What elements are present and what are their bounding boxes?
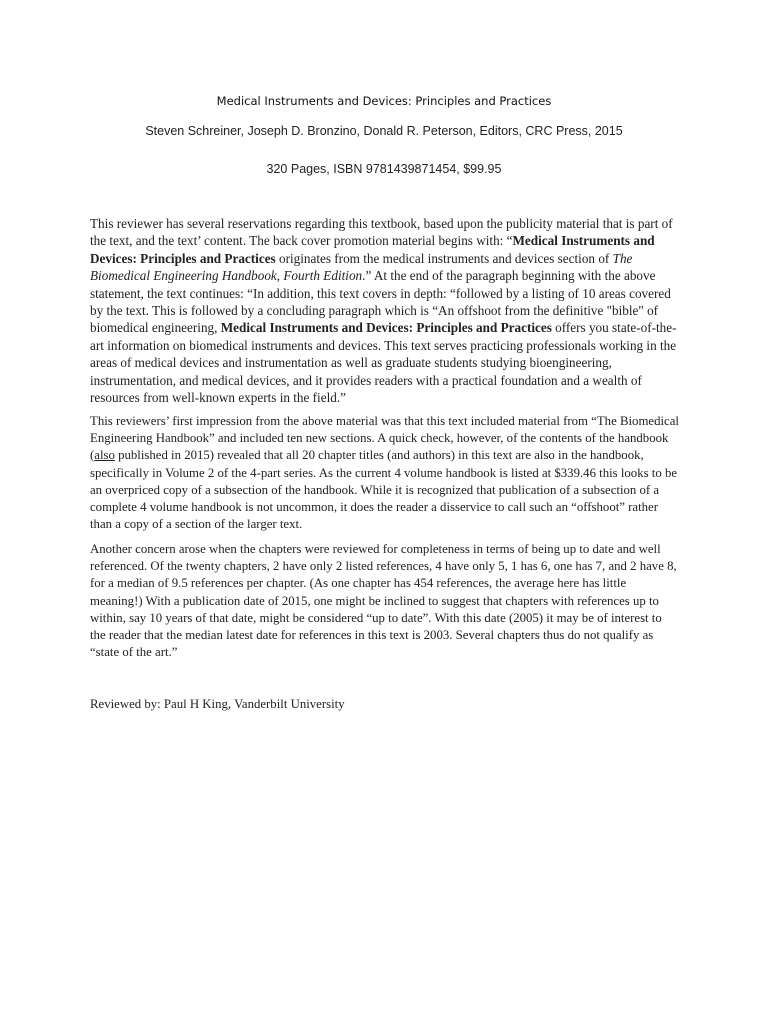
book-title-bold: Medical Instruments and Devices: Principles and Practices <box>220 320 552 336</box>
paragraph-text: This reviewers’ first impression from the above material was that this text included material from “The Biomedical Engineering Handbook” and included ten new sections. A quick check, however, of the contents of the handbook ( <box>90 414 679 463</box>
paragraph-text: offers you state-of-the-art information on biomedical instruments and devices. This text serves practicing professionals working in the areas of medical devices and instrumentation as well as graduate students studying bioengineering, instrumentation, and medical devices, and it provides readers with a practical foundation and a wealth of resources from well-known experts in the field.” <box>90 320 677 406</box>
review-paragraph-2 <box>90 413 680 533</box>
paragraph-text: This reviewer has several reservations regarding this textbook, based upon the publicity material that is part of the text, and the text’ content. The back cover promotion material begins with: “ <box>90 216 673 249</box>
paragraph-text: published in 2015) revealed that all 20 chapter titles (and authors) in this text are also in the handbook, specifically in Volume 2 of the 4-part series. As the current 4 volume handbook is listed at $339.46 this looks to be an overpriced copy of a subsection of the handbook. While it is recognized that publication of a subsection of a complete 4 volume handbook is not uncommon, it does the reader a disservice to call such an “offshoot” rather than a copy of a section of the larger text. <box>90 448 678 532</box>
reviewer-credit: Reviewed by: Paul H King, Vanderbilt University <box>90 697 345 711</box>
review-paragraph-1 <box>90 215 680 406</box>
underlined-word: also <box>94 448 115 463</box>
book-authors: Steven Schreiner, Joseph D. Bronzino, Donald R. Peterson, Editors, CRC Press, 2015 <box>145 124 623 138</box>
paragraph-text: .” At the end of the paragraph beginning with the above statement, the text continues: “In addition, this text covers in depth: “followed by a listing of 10 areas covered by the text. This is followed by a concluding paragraph which is “An offshoot from the definitive "bible" of biomedical engineering, <box>90 268 671 336</box>
publication-info: 320 Pages, ISBN 9781439871454, $99.95 <box>266 162 502 176</box>
paragraph-text: originates from the medical instruments and devices section of <box>275 250 613 266</box>
handbook-title-italic: The Biomedical Engineering Handbook, Fourth Edition <box>90 250 633 284</box>
book-title-bold: Medical Instruments and Devices: Principles and Practices <box>90 233 655 266</box>
book-title: Medical Instruments and Devices: Principles and Practices <box>216 94 552 108</box>
review-paragraph-3: Another concern arose when the chapters were reviewed for completeness in terms of being up to date and well referenced. Of the twenty chapters, 2 have only 2 listed references, 4 have only 5, 1 has 6, one has 7, and 2 have 8, for a median of 9.5 references per chapter. (As one chapter has 454 references, the average here has little meaning!) With a publication date of 2015, one might be inclined to suggest that chapters with references up to within, say 10 years of that date, might be considered “up to date”. With this date (2005) it may be of interest to the reader that the median latest date for references in this text is 2003. Several chapters thus do not qualify as “state of the art.” <box>90 542 677 660</box>
